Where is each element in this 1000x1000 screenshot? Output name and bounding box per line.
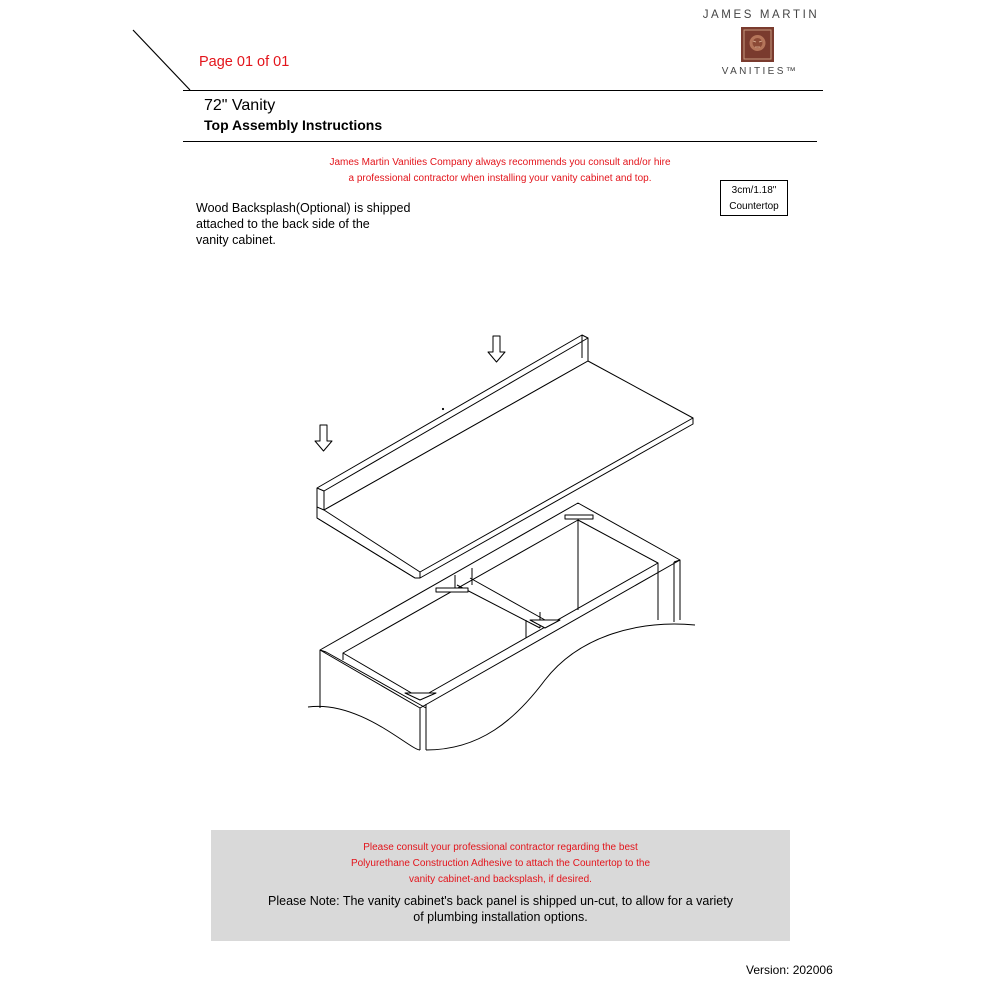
page-indicator: Page 01 of 01	[199, 54, 290, 70]
adhesive-note-line: Polyurethane Construction Adhesive to attach the Countertop to the	[350, 858, 651, 869]
notice-panel	[211, 830, 790, 941]
down-arrow-icon	[315, 425, 332, 451]
version-label: Version: 202006	[746, 963, 833, 977]
backsplash-note-line: attached to the back side of the	[196, 217, 370, 231]
backsplash-note-line: vanity cabinet.	[196, 233, 276, 247]
spec-thickness: 3cm/1.18"	[731, 185, 777, 196]
plumbing-note-line: of plumbing installation options.	[413, 910, 588, 924]
down-arrow-icon	[488, 336, 505, 362]
plumbing-note	[211, 893, 790, 925]
adhesive-note-line: vanity cabinet-and backsplash, if desired.	[409, 874, 592, 885]
recommendation-line: a professional contractor when installing your vanity cabinet and top.	[348, 173, 652, 184]
adhesive-note-line: Please consult your professional contractor regarding the best	[363, 842, 638, 853]
plumbing-note-line: Please Note: The vanity cabinet's back panel is shipped un-cut, to allow for a variety	[268, 894, 733, 908]
product-title: 72" Vanity	[204, 97, 276, 114]
spec-label: Countertop	[729, 201, 779, 212]
brand-name-bottom: VANITIES™	[721, 66, 799, 77]
brand-name-top: JAMES MARTIN	[702, 9, 820, 21]
doc-subtitle: Top Assembly Instructions	[204, 117, 383, 133]
vanity-cabinet	[308, 503, 695, 750]
adhesive-note	[211, 840, 790, 888]
backsplash-note-line: Wood Backsplash(Optional) is shipped	[196, 201, 411, 215]
recommendation-line: James Martin Vanities Company always recommends you consult and/or hire	[329, 157, 671, 168]
